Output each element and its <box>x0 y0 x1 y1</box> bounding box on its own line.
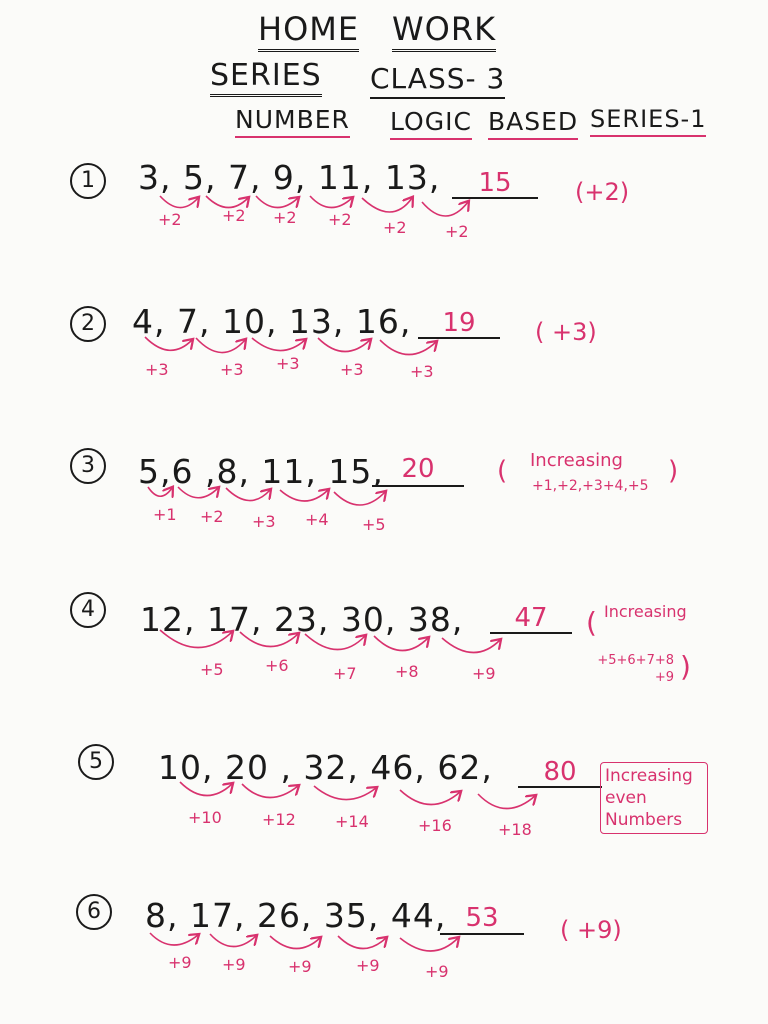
problem-rule: ( +3) <box>535 318 597 346</box>
header-work-word: WORK <box>392 10 496 52</box>
arc-arrow <box>338 936 386 949</box>
problem-answer: 19 <box>442 308 476 338</box>
difference-label: +9 <box>288 957 312 976</box>
difference-label: +3 <box>252 512 276 531</box>
difference-label: +9 <box>222 955 246 974</box>
problem-number: 6 <box>76 894 112 930</box>
problem-rule-detail: +1,+2,+3+4,+5 <box>532 478 649 494</box>
header-class-word: CLASS- 3 <box>370 62 505 99</box>
problem-rule: (+2) <box>575 178 630 206</box>
difference-label: +3 <box>220 360 244 379</box>
difference-label: +2 <box>158 210 182 229</box>
difference-label: +2 <box>328 210 352 229</box>
difference-label: +10 <box>188 808 222 827</box>
difference-label: +2 <box>383 218 407 237</box>
problem-rule: Increasing <box>604 602 687 621</box>
problem-series: 5,6 ,8, 11, 15, <box>138 452 384 491</box>
arc-arrow <box>256 196 298 208</box>
problem-rule: Increasing <box>530 450 623 471</box>
arc-arrow <box>442 638 500 653</box>
problem-number: 5 <box>78 744 114 780</box>
header-class <box>370 62 505 95</box>
problem-series: 3, 5, 7, 9, 11, 13, <box>138 158 441 197</box>
arc-arrow <box>380 340 436 355</box>
header-work <box>392 10 496 48</box>
difference-label: +5 <box>200 660 224 679</box>
arc-arrow <box>334 492 385 505</box>
arc-arrow <box>400 938 458 951</box>
difference-label: +9 <box>425 962 449 981</box>
problem-series: 8, 17, 26, 35, 44, <box>145 896 447 935</box>
arc-arrow <box>210 934 256 947</box>
header-series <box>210 58 322 93</box>
difference-label: +18 <box>498 820 532 839</box>
rule-close-paren: ) <box>668 456 679 486</box>
problem-number: 4 <box>70 592 106 628</box>
difference-label: +2 <box>445 222 469 241</box>
arc-arrow <box>270 936 320 949</box>
header-based <box>488 107 578 136</box>
problem-number: 3 <box>70 448 106 484</box>
header-based-word: BASED <box>488 107 578 140</box>
header-number <box>235 105 350 134</box>
problem-answer: 20 <box>401 454 435 484</box>
answer-blank <box>490 632 572 634</box>
arc-arrow <box>362 198 412 212</box>
difference-label: +9 <box>472 664 496 683</box>
difference-label: +12 <box>262 810 296 829</box>
difference-label: +14 <box>335 812 369 831</box>
problem-answer: 47 <box>514 603 548 633</box>
arc-arrow <box>160 196 198 208</box>
difference-label: +9 <box>356 956 380 975</box>
problem-answer: 53 <box>465 903 499 933</box>
problem-rule-box: Increasing even Numbers <box>600 762 708 834</box>
header-number-word: NUMBER <box>235 105 350 138</box>
difference-label: +3 <box>410 362 434 381</box>
answer-blank <box>372 485 464 487</box>
problem-number: 1 <box>70 163 106 199</box>
rule-open-paren: ( <box>497 456 508 486</box>
problem-number: 2 <box>70 306 106 342</box>
arc-arrow <box>422 202 468 216</box>
arc-arrow <box>314 786 376 800</box>
difference-label: +5 <box>362 515 386 534</box>
answer-blank <box>440 933 524 935</box>
arc-arrow <box>280 490 328 501</box>
header-series1 <box>590 105 706 133</box>
difference-label: +7 <box>333 664 357 683</box>
difference-label: +8 <box>395 662 419 681</box>
difference-label: +1 <box>153 505 177 524</box>
problem-rule-detail: +5+6+7+8 +9 <box>597 653 674 685</box>
problem-series: 10, 20 , 32, 46, 62, <box>158 748 493 787</box>
difference-label: +4 <box>305 510 329 529</box>
problem-series: 12, 17, 23, 30, 38, <box>140 600 464 639</box>
difference-label: +3 <box>145 360 169 379</box>
difference-label: +2 <box>273 208 297 227</box>
header-series1-word: SERIES-1 <box>590 105 706 137</box>
answer-blank <box>518 786 602 788</box>
problem-answer: 80 <box>543 757 577 787</box>
difference-label: +3 <box>276 354 300 373</box>
problem-rule: ( +9) <box>560 916 622 944</box>
arc-arrow <box>400 790 460 805</box>
rule-close-paren: ) <box>680 650 691 683</box>
answer-blank <box>452 197 538 199</box>
difference-label: +2 <box>200 507 224 526</box>
difference-label: +9 <box>168 953 192 972</box>
rule-open-paren: ( <box>586 606 597 639</box>
difference-label: +16 <box>418 816 452 835</box>
header-logic <box>390 107 472 136</box>
header-logic-word: LOGIC <box>390 107 472 140</box>
answer-blank <box>418 337 500 339</box>
problem-answer: 15 <box>478 168 512 198</box>
problem-series: 4, 7, 10, 13, 16, <box>132 302 412 341</box>
difference-label: +6 <box>265 656 289 675</box>
header-series-word: SERIES <box>210 58 322 97</box>
difference-label: +2 <box>222 206 246 225</box>
difference-label: +3 <box>340 360 364 379</box>
arc-arrow <box>310 196 352 208</box>
arc-arrow <box>478 794 535 809</box>
header-home <box>258 10 359 48</box>
header-home-word: HOME <box>258 10 359 52</box>
